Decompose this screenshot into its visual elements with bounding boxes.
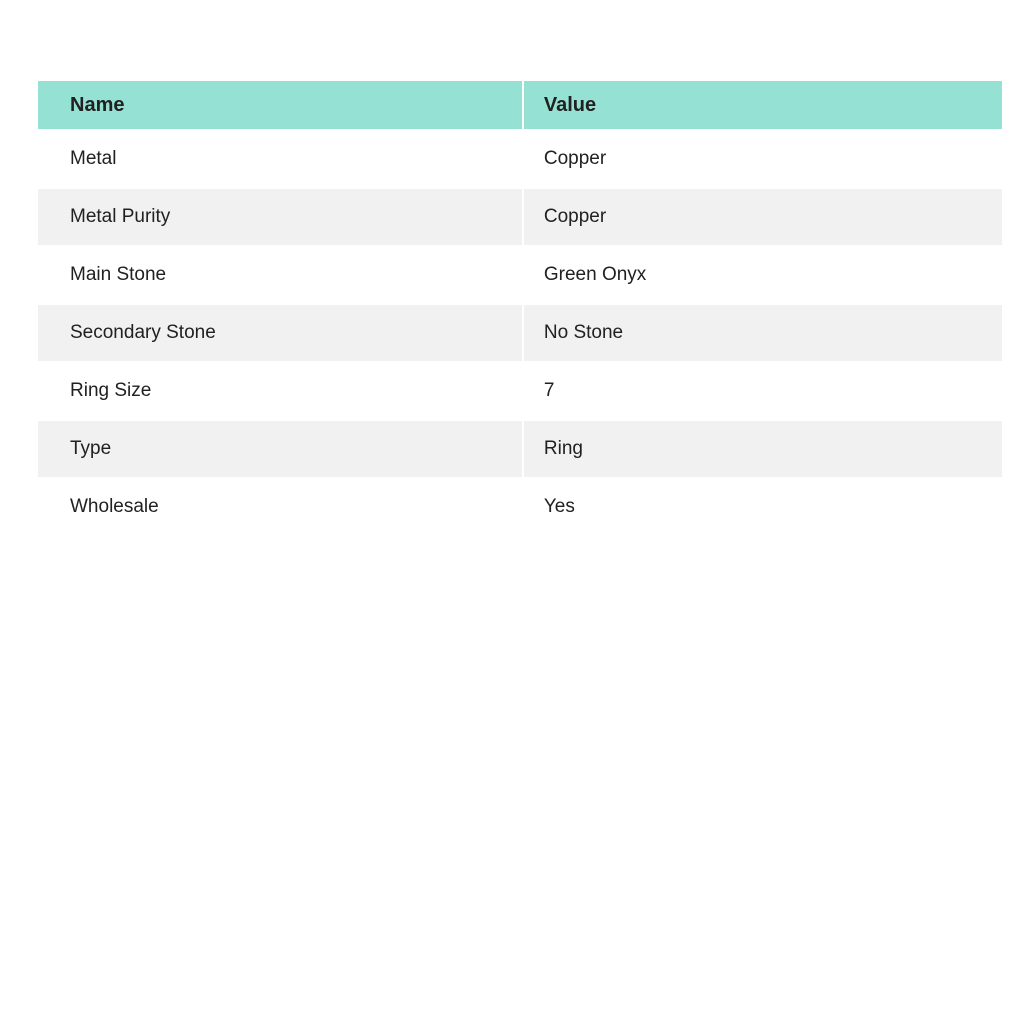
table-row — [38, 421, 1002, 477]
attribute-value-cell: Yes — [524, 479, 1002, 535]
attribute-name-cell: Secondary Stone — [38, 305, 522, 361]
attribute-name-cell: Type — [38, 421, 522, 477]
table-row — [38, 189, 1002, 245]
attributes-table — [36, 79, 1004, 537]
attribute-name-cell: Wholesale — [38, 479, 522, 535]
table-body — [38, 131, 1002, 535]
column-header-name: Name — [38, 81, 522, 129]
table-row — [38, 305, 1002, 361]
attribute-name-cell: Metal Purity — [38, 189, 522, 245]
attribute-name-cell: Main Stone — [38, 247, 522, 303]
table-row — [38, 247, 1002, 303]
attribute-value-cell: Ring — [524, 421, 1002, 477]
attribute-value-cell: Copper — [524, 189, 1002, 245]
attribute-value-cell: Green Onyx — [524, 247, 1002, 303]
table-row — [38, 479, 1002, 535]
attribute-value-cell: Copper — [524, 131, 1002, 187]
attribute-name-cell: Metal — [38, 131, 522, 187]
table-header-row — [38, 81, 1002, 129]
column-header-value: Value — [524, 81, 1002, 129]
attribute-value-cell: 7 — [524, 363, 1002, 419]
table-row — [38, 363, 1002, 419]
attribute-value-cell: No Stone — [524, 305, 1002, 361]
table-header — [38, 81, 1002, 129]
table-row — [38, 131, 1002, 187]
attributes-table-container — [36, 79, 1004, 537]
attribute-name-cell: Ring Size — [38, 363, 522, 419]
